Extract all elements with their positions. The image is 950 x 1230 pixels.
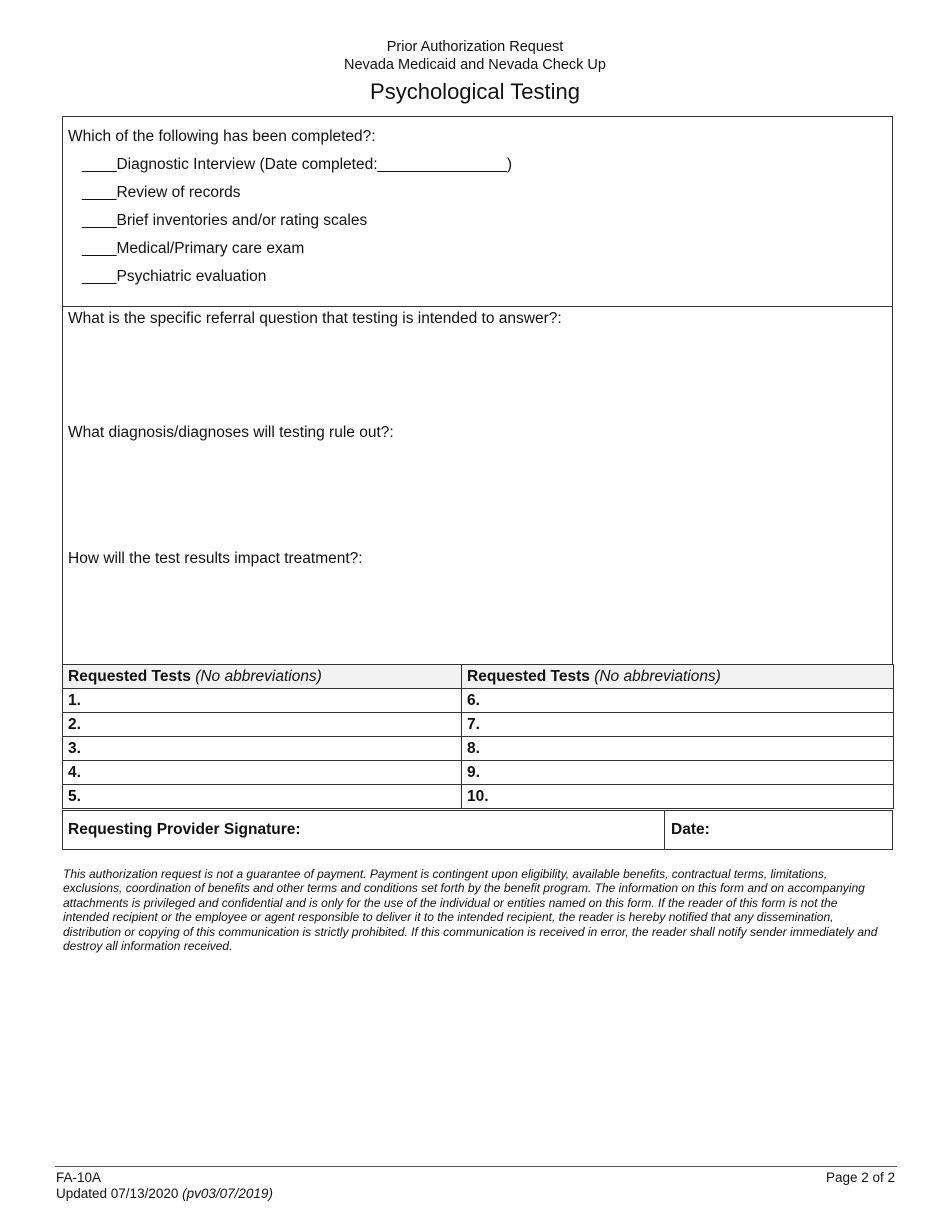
table-row <box>63 737 894 761</box>
page-title: Psychological Testing <box>370 79 580 104</box>
test-entry-3[interactable]: 3. <box>63 737 462 761</box>
diagnosis-question-label: What diagnosis/diagnoses will testing rule out?: <box>68 424 394 441</box>
completed-question: Which of the following has been completed?: <box>68 128 376 145</box>
checklist-item-medical-exam[interactable]: ____Medical/Primary care exam <box>82 240 305 257</box>
form-id: FA-10A <box>56 1170 102 1185</box>
signature-divider <box>664 811 665 849</box>
test-entry-5[interactable]: 5. <box>63 785 462 809</box>
tests-header-row <box>63 665 894 689</box>
questions-section <box>62 306 893 665</box>
checklist-item-brief-inventories[interactable]: ____Brief inventories and/or rating scales <box>82 212 368 229</box>
form-updated-date: Updated 07/13/2020 (pv03/07/2019) <box>56 1186 273 1201</box>
checklist-item-psychiatric-evaluation[interactable]: ____Psychiatric evaluation <box>82 268 267 285</box>
table-row <box>63 713 894 737</box>
test-entry-9[interactable]: 9. <box>462 761 894 785</box>
completed-section <box>62 116 893 307</box>
test-entry-10[interactable]: 10. <box>462 785 894 809</box>
test-entry-1[interactable]: 1. <box>63 689 462 713</box>
checklist-item-review-of-records[interactable]: ____Review of records <box>82 184 241 201</box>
referral-question-label: What is the specific referral question that testing is intended to answer?: <box>68 310 562 327</box>
page-number: Page 2 of 2 <box>825 1170 895 1185</box>
form-header-line-1: Prior Authorization Request <box>386 39 564 55</box>
form-header-line-2: Nevada Medicaid and Nevada Check Up <box>344 57 606 73</box>
table-row <box>63 785 894 809</box>
tests-header-right: Requested Tests (No abbreviations) <box>462 665 894 689</box>
signature-row <box>62 810 893 850</box>
tests-header-left: Requested Tests (No abbreviations) <box>63 665 462 689</box>
date-field[interactable]: Date: <box>671 821 710 838</box>
checklist-item-diagnostic-interview[interactable]: ____Diagnostic Interview (Date completed:_______________) <box>82 156 512 173</box>
test-entry-6[interactable]: 6. <box>462 689 894 713</box>
disclaimer-text: This authorization request is not a guarantee of payment. Payment is contingent upon eligibility, available benefits, contractual terms, limitations, exclusions, coordination of benefits and other terms and conditions set forth by the benefit program. The information on this form and on accompanying attachments is privileged and confidential and is only for the use of the individual or entities named on this form. If the reader of this form is not the intended recipient or the employee or agent responsible to deliver it to the intended recipient, the reader is hereby notified that any dissemination, distribution or copying of this communication is strictly prohibited. If this communication is received in error, the reader shall notify sender immediately and destroy all information received. <box>63 867 878 954</box>
table-row <box>63 689 894 713</box>
footer-divider <box>55 1166 897 1167</box>
table-row <box>63 761 894 785</box>
test-entry-7[interactable]: 7. <box>462 713 894 737</box>
impact-question-label: How will the test results impact treatment?: <box>68 550 363 567</box>
test-entry-8[interactable]: 8. <box>462 737 894 761</box>
requested-tests-table <box>62 664 894 809</box>
test-entry-4[interactable]: 4. <box>63 761 462 785</box>
provider-signature-field[interactable]: Requesting Provider Signature: <box>68 821 301 838</box>
test-entry-2[interactable]: 2. <box>63 713 462 737</box>
